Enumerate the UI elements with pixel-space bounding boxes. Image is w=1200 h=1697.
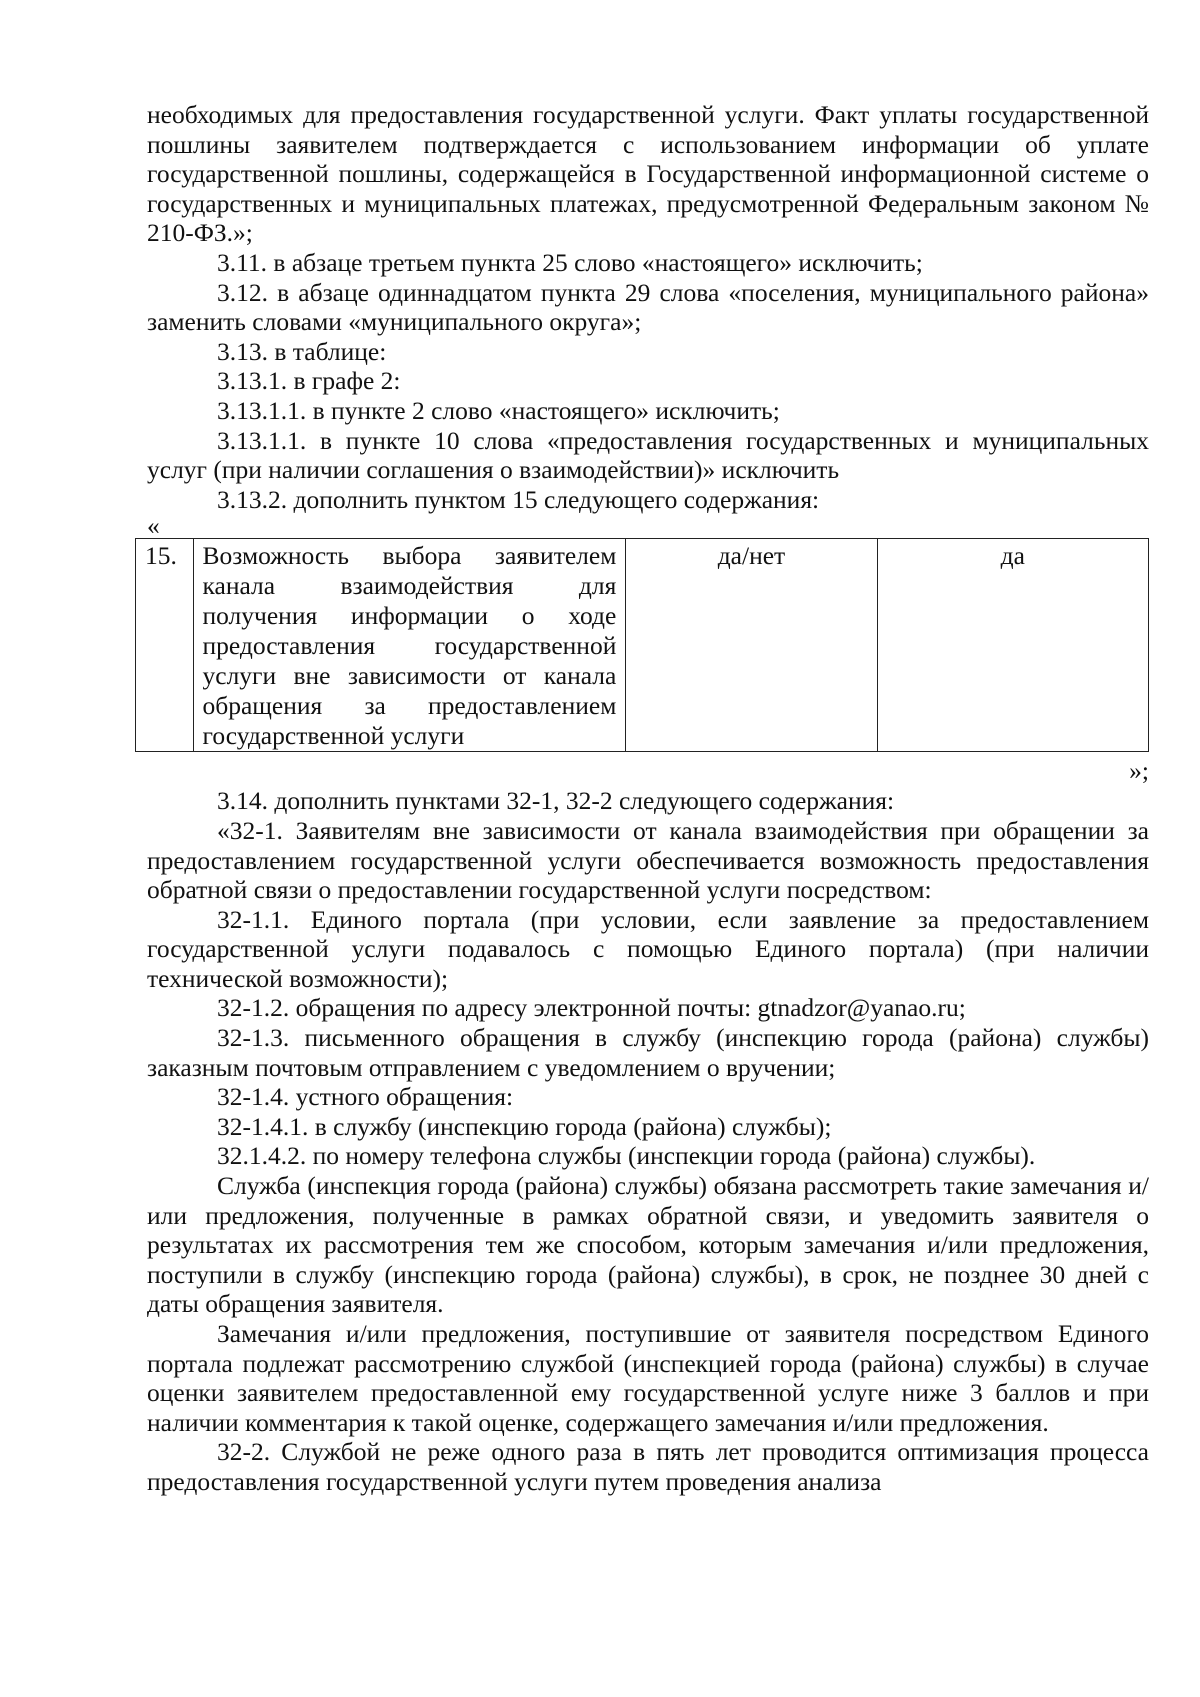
- inserted-table: [135, 538, 1149, 752]
- paragraph-3-13-1-1-b: 3.13.1.1. в пункте 10 слова «предоставления государственных и муниципальных услуг (при наличии соглашения о взаимодействии)» исключить: [147, 425, 1149, 485]
- table-row: [136, 539, 1149, 752]
- row-value-a-cell: да/нет: [626, 539, 877, 752]
- paragraph-3-13-1: 3.13.1. в графе 2:: [217, 366, 401, 396]
- paragraph-continuation: необходимых для предоставления государственной услуги. Факт уплаты государственной пошлины заявителем подтверждается с использованием информации об уплате государственной пошлины, содержащейся в Государственной информационной системе о государственных и муниципальных платежах, предусмотренной Федеральным законом № 210-ФЗ.»;: [147, 100, 1149, 248]
- document-page: [147, 100, 1149, 1497]
- paragraph-3-13-2: 3.13.2. дополнить пунктом 15 следующего содержания:: [217, 484, 820, 514]
- paragraph-32-1-4-2: 32.1.4.2. по номеру телефона службы (инспекции города (района) службы).: [217, 1141, 1036, 1171]
- paragraph-3-13: 3.13. в таблице:: [217, 336, 387, 366]
- paragraph-32-2: 32-2. Службой не реже одного раза в пять лет проводится оптимизация процесса предоставления государственной услуги путем проведения анализа: [147, 1437, 1149, 1496]
- row-description-cell: Возможность выбора заявителем канала взаимодействия для получения информации о ходе предоставления государственной услуги вне зависимости от канала обращения за предоставлением государственной услуги: [193, 539, 626, 752]
- quote-open-mark: «: [147, 511, 160, 541]
- row-value-b-cell: да: [877, 539, 1148, 752]
- paragraph-3-13-1-1-a: 3.13.1.1. в пункте 2 слово «настоящего» исключить;: [217, 395, 780, 425]
- paragraph-3-11: 3.11. в абзаце третьем пункта 25 слово «настоящего» исключить;: [217, 247, 923, 277]
- paragraph-32-1-3: 32-1.3. письменного обращения в службу (инспекцию города (района) службы) заказным почтовым отправлением с уведомлением о вручении;: [147, 1023, 1149, 1082]
- paragraph-portal-remarks: Замечания и/или предложения, поступившие от заявителя посредством Единого портала подлежат рассмотрению службой (инспекцией города (района) службы) в случае оценки заявителем предоставленной ему государственной услуге ниже 3 баллов и при наличии комментария к такой оценке, содержащего замечания и/или предложения.: [147, 1319, 1149, 1437]
- paragraph-3-14: 3.14. дополнить пунктами 32-1, 32-2 следующего содержания:: [217, 786, 895, 816]
- row-number-cell: 15.: [136, 539, 194, 752]
- paragraph-service-obligation: Служба (инспекция города (района) службы) обязана рассмотреть такие замечания и/или предложения, полученные в рамках обратной связи, и уведомить заявителя о результатах их рассмотрения тем же способом, которым замечания и/или предложения, поступили в службу (инспекцию города (района) службы), в срок, не позднее 30 дней с даты обращения заявителя.: [147, 1171, 1149, 1319]
- paragraph-32-1-1: 32-1.1. Единого портала (при условии, если заявление за предоставлением государственной услуги подавалось с помощью Единого портала) (при наличии технической возможности);: [147, 904, 1149, 993]
- paragraph-3-12: 3.12. в абзаце одиннадцатом пункта 29 слова «поселения, муниципального района» заменить словами «муниципального округа»;: [147, 277, 1149, 337]
- paragraph-32-1: «32-1. Заявителям вне зависимости от канала взаимодействия при обращении за предоставлением государственной услуги обеспечивается возможность предоставления обратной связи о предоставлении государственной услуги посредством:: [147, 815, 1149, 905]
- quote-close-mark: »;: [1129, 756, 1149, 786]
- paragraph-32-1-2: 32-1.2. обращения по адресу электронной почты: gtnadzor@yanao.ru;: [217, 993, 966, 1023]
- paragraph-32-1-4: 32-1.4. устного обращения:: [217, 1082, 514, 1112]
- paragraph-32-1-4-1: 32-1.4.1. в службу (инспекцию города (района) службы);: [217, 1111, 832, 1141]
